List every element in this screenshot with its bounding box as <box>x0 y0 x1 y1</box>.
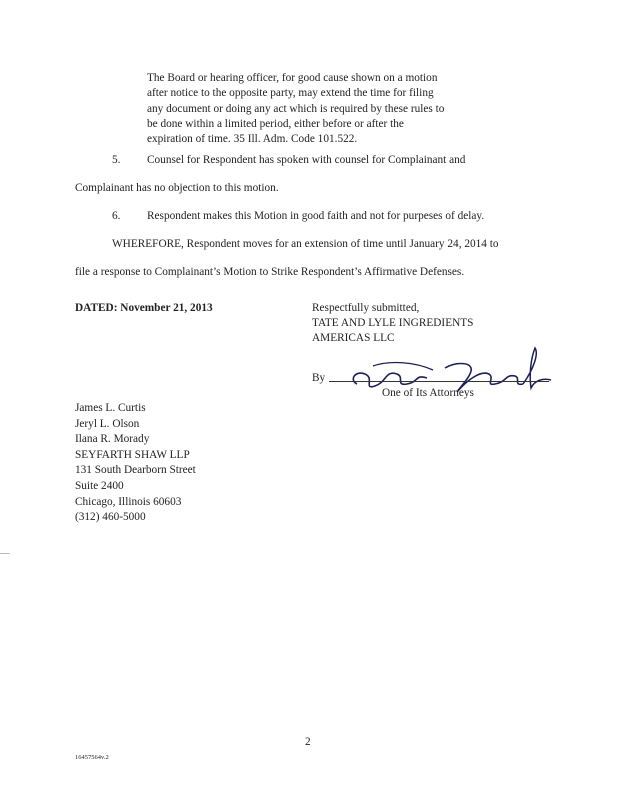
by-label: By <box>312 372 326 384</box>
dated-line: DATED: November 21, 2013 <box>75 302 213 314</box>
para5-number: 5. <box>112 154 121 166</box>
block-quote <box>147 71 487 147</box>
scan-artifact <box>0 553 10 554</box>
quote-line: after notice to the opposite party, may extend the time for filing <box>147 87 434 100</box>
document-id: 16457564v.2 <box>75 754 109 761</box>
quote-line: The Board or hearing officer, for good cause shown on a motion <box>147 72 438 84</box>
firm-name-line2: AMERICAS LLC <box>312 332 395 344</box>
closing: Respectfully submitted, <box>312 302 420 314</box>
para6-text: Respondent makes this Motion in good faith and not for purpeses of delay. <box>147 210 485 222</box>
quote-line: be done within a limited period, either before or after the <box>147 117 404 130</box>
signature-line <box>329 381 549 382</box>
counsel-line: Ilana R. Morady <box>75 433 150 446</box>
para5-line2: Complainant has no objection to this motion. <box>75 182 279 194</box>
quote-line: expiration of time. 35 Ill. Adm. Code 101.522. <box>147 133 358 146</box>
page-number: 2 <box>305 736 311 748</box>
para5-line1: Counsel for Respondent has spoken with counsel for Complainant and <box>147 154 466 166</box>
counsel-line: 131 South Dearborn Street <box>75 464 196 477</box>
counsel-block <box>75 401 196 526</box>
counsel-line: Chicago, Illinois 60603 <box>75 495 182 508</box>
counsel-line: Suite 2400 <box>75 479 124 492</box>
counsel-line: Jeryl L. Olson <box>75 417 140 430</box>
firm-name-line1: TATE AND LYLE INGREDIENTS <box>312 317 474 329</box>
wherefore-line1: WHEREFORE, Respondent moves for an extension of time until January 24, 2014 to <box>112 238 499 250</box>
wherefore-line2: file a response to Complainant’s Motion to Strike Respondent’s Affirmative Defenses. <box>75 266 465 278</box>
signer-title: One of Its Attorneys <box>382 387 474 399</box>
counsel-line: SEYFARTH SHAW LLP <box>75 448 190 461</box>
quote-line: any document or doing any act which is required by these rules to <box>147 102 445 115</box>
para6-number: 6. <box>112 210 121 222</box>
counsel-line: James L. Curtis <box>75 402 146 414</box>
counsel-line: (312) 460-5000 <box>75 511 146 524</box>
